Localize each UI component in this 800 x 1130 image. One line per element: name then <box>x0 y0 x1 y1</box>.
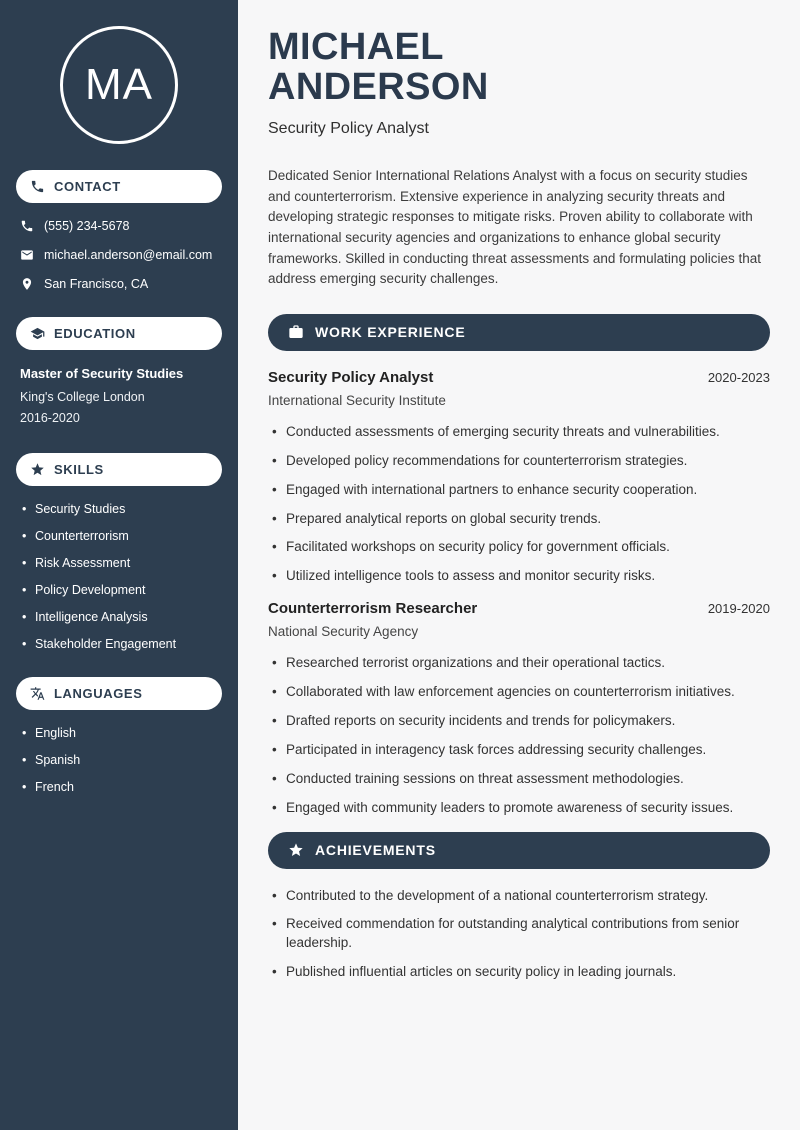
education-school: King's College London <box>20 390 145 404</box>
job-header <box>268 369 770 386</box>
skill-item: • Stakeholder Engagement <box>22 637 222 651</box>
work-experience-section-header <box>268 314 770 351</box>
avatar-initials: MA <box>85 60 153 109</box>
job-bullet: • Drafted reports on security incidents and trends for policymakers. <box>272 712 770 731</box>
contact-heading: CONTACT <box>54 179 121 194</box>
contact-list <box>16 219 222 291</box>
education-years: 2016-2020 <box>20 411 80 425</box>
achievement-item: • Published influential articles on security policy in leading journals. <box>272 963 770 982</box>
languages-heading: LANGUAGES <box>54 686 143 701</box>
achievements-section-header <box>268 832 770 869</box>
job-company: National Security Agency <box>268 624 419 640</box>
language-item: • English <box>22 726 222 740</box>
job-bullets <box>272 423 770 586</box>
last-name: ANDERSON <box>268 65 489 108</box>
education-entry <box>20 366 222 425</box>
job-bullets <box>272 654 770 817</box>
phone-value: (555) 234-5678 <box>44 219 130 233</box>
job-bullet: • Engaged with international partners to enhance security cooperation. <box>272 481 770 500</box>
job-period: 2020-2023 <box>707 369 770 385</box>
work-experience-heading: WORK EXPERIENCE <box>315 324 466 341</box>
star-icon <box>30 462 45 477</box>
candidate-name <box>268 28 770 107</box>
job-title: Counterterrorism Researcher <box>268 600 478 618</box>
languages-list <box>22 726 222 794</box>
translate-icon <box>30 686 45 701</box>
language-item: • Spanish <box>22 753 222 767</box>
job-company: International Security Institute <box>268 392 446 408</box>
email-value: michael.anderson@email.com <box>44 248 213 262</box>
star-icon <box>288 842 304 858</box>
location-pin-icon <box>20 277 34 291</box>
job-entry <box>268 369 770 586</box>
job-header <box>268 600 770 617</box>
education-section-header <box>16 317 222 350</box>
achievement-item: • Received commendation for outstanding analytical contributions from senior leadership. <box>272 915 770 953</box>
first-name: MICHAEL <box>268 26 444 68</box>
contact-email <box>20 248 222 262</box>
skill-item: • Counterterrorism <box>22 529 222 543</box>
skills-section-header <box>16 453 222 486</box>
job-period: 2019-2020 <box>707 601 770 617</box>
job-bullet: • Developed policy recommendations for counterterrorism strategies. <box>272 452 770 471</box>
job-entry <box>268 600 770 817</box>
skill-item: • Risk Assessment <box>22 556 222 570</box>
job-bullet: • Facilitated workshops on security policy for government officials. <box>272 538 770 557</box>
skill-item: • Security Studies <box>22 502 222 516</box>
job-bullet: • Conducted training sessions on threat assessment methodologies. <box>272 770 770 789</box>
sidebar <box>0 0 238 1130</box>
job-bullet: • Participated in interagency task forces addressing security challenges. <box>272 741 770 760</box>
main-content <box>238 0 800 1130</box>
achievements-list <box>272 887 770 983</box>
phone-icon <box>30 179 45 194</box>
achievements-heading: ACHIEVEMENTS <box>315 842 436 859</box>
contact-phone <box>20 219 222 233</box>
email-icon <box>20 248 34 262</box>
language-item: • French <box>22 780 222 794</box>
job-bullet: • Conducted assessments of emerging security threats and vulnerabilities. <box>272 423 770 442</box>
job-bullet: • Researched terrorist organizations and their operational tactics. <box>272 654 770 673</box>
contact-section-header <box>16 170 222 203</box>
achievement-item: • Contributed to the development of a national counterterrorism strategy. <box>272 887 770 906</box>
skill-item: • Policy Development <box>22 583 222 597</box>
job-bullet: • Engaged with community leaders to promote awareness of security issues. <box>272 799 770 818</box>
job-title: Security Policy Analyst <box>268 368 434 386</box>
skill-item: • Intelligence Analysis <box>22 610 222 624</box>
profile-summary: Dedicated Senior International Relations Analyst with a focus on security studies and counterterrorism. Extensive experience in analyzing security threats and developing strategic responses to mitigate risks. Proven ability to collaborate with international security agencies and organizations to enhance global security frameworks. Skilled in conducting threat assessments and formulating policies that address emerging security challenges. <box>268 168 761 287</box>
graduation-cap-icon <box>30 326 45 341</box>
job-bullet: • Utilized intelligence tools to assess and monitor security risks. <box>272 567 770 586</box>
candidate-title: Security Policy Analyst <box>268 120 429 138</box>
languages-section-header <box>16 677 222 710</box>
education-heading: EDUCATION <box>54 326 136 341</box>
contact-location <box>20 277 222 291</box>
avatar <box>60 26 178 144</box>
phone-icon <box>20 219 34 233</box>
job-bullet: • Collaborated with law enforcement agencies on counterterrorism initiatives. <box>272 683 770 702</box>
briefcase-icon <box>288 324 304 340</box>
skills-heading: SKILLS <box>54 462 104 477</box>
location-value: San Francisco, CA <box>44 277 149 291</box>
job-bullet: • Prepared analytical reports on global security trends. <box>272 510 770 529</box>
skills-list <box>22 502 222 651</box>
education-degree: Master of Security Studies <box>20 366 184 381</box>
